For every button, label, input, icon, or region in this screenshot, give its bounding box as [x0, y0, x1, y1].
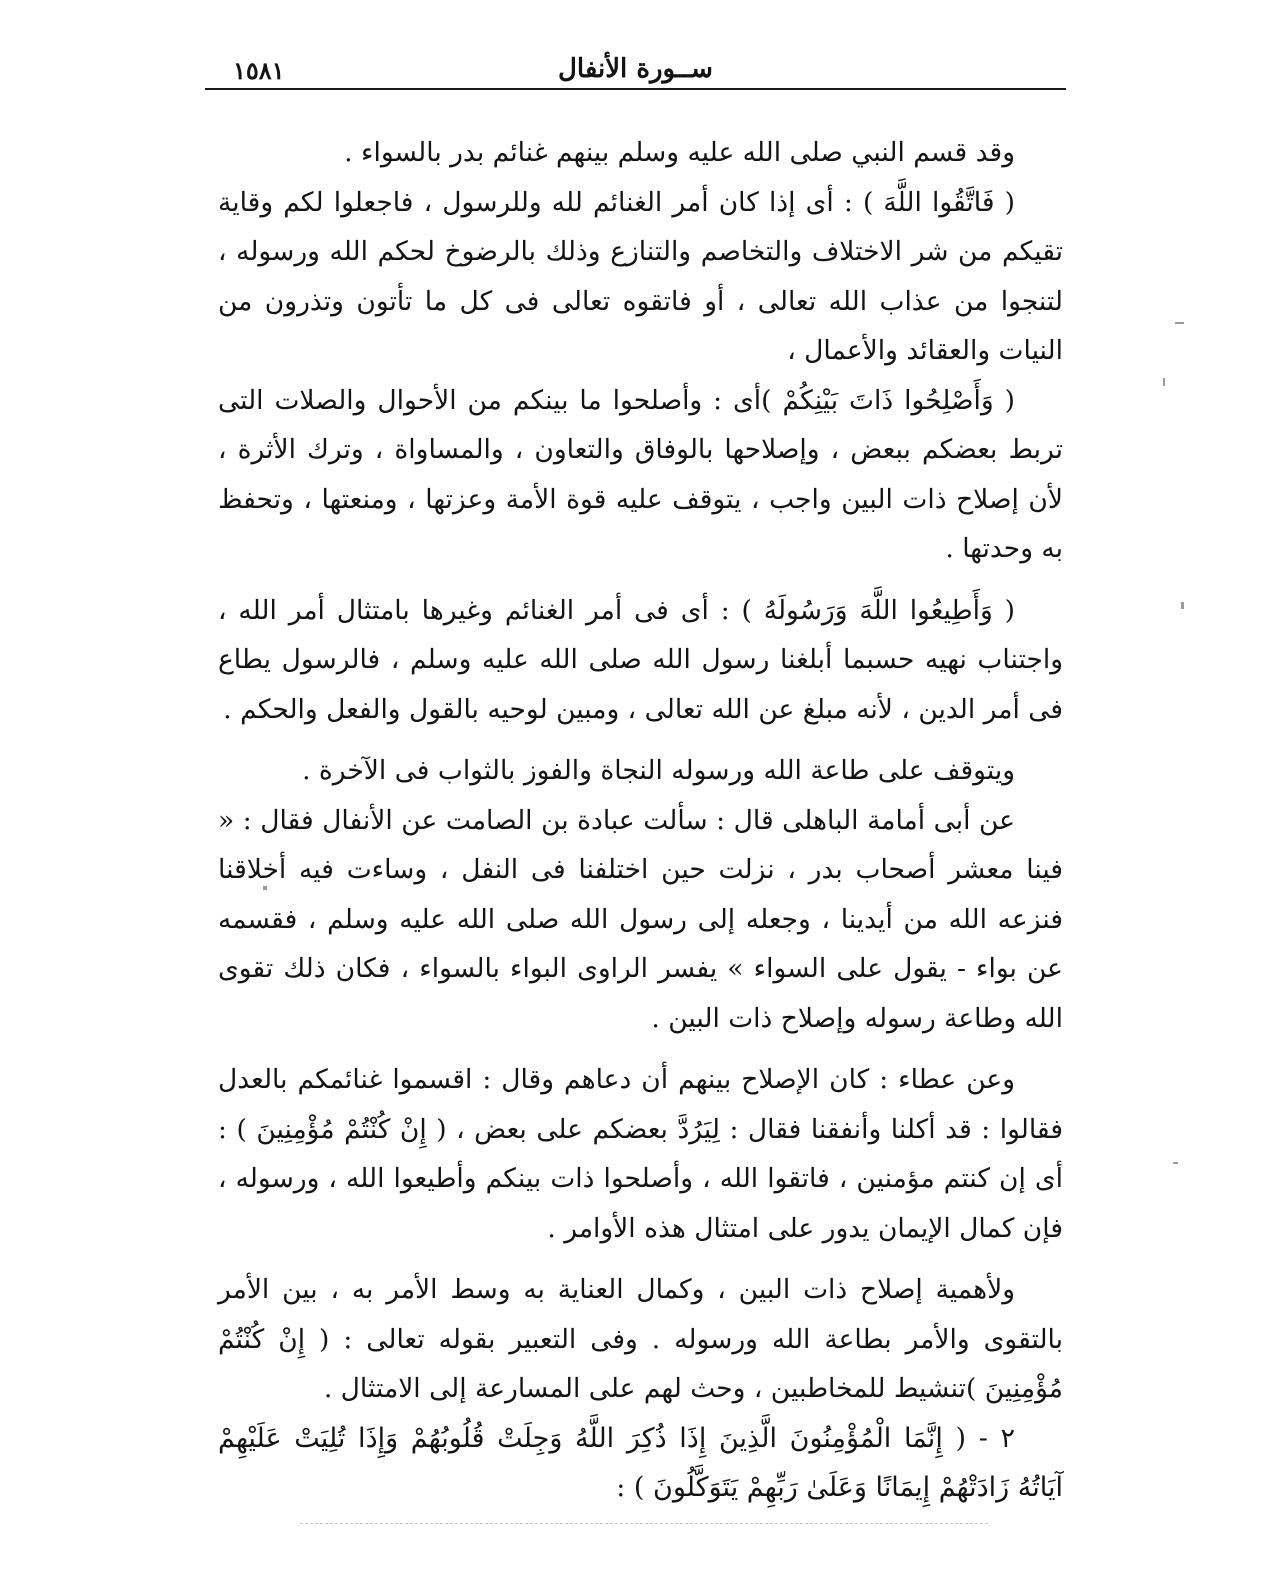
page-bottom-edge — [300, 1523, 988, 1525]
paragraph-1: وقد قسم النبي صلى الله عليه وسلم بينهم غنائم بدر بالسواء . — [344, 137, 1015, 168]
page-number: ١٥٨١ — [233, 56, 285, 85]
scan-mark — [1181, 602, 1184, 609]
paragraph-2: ( فَاتَّقُوا اللَّهَ ) : أى إذا كان أمر الغنائم لله وللرسول ، فاجعلوا لكم وقاية تقيكم من شر الاختلاف والتخاصم والتنازع وذلك بالرضوخ لحكم الله ورسوله ، لتنجوا من عذاب الله تعالى ، أو فاتقوه تعالى فى كل ما تأتون وتذرون من النيات والعقائد والأعمال ، — [218, 186, 1063, 366]
surah-title: ســورة الأنفال — [558, 54, 713, 84]
scan-mark — [1173, 1162, 1178, 1164]
scan-mark — [1175, 322, 1184, 324]
paragraph-4: ( وَأَطِيعُوا اللَّهَ وَرَسُولَهُ ) : أى فى أمر الغنائم وغيرها بامتثال أمر الله ، واجتناب نهيه حسبما أبلغنا رسول الله صلى الله عليه وسلم ، فالرسول يطاع فى أمر الدين ، لأنه مبلغ عن الله تعالى ، ومبين لوحيه بالقول والفعل والحكم . — [218, 594, 1063, 725]
scan-mark — [1163, 378, 1165, 386]
paragraph-8: ولأهمية إصلاح ذات البين ، وكمال العناية به وسط الأمر به ، بين الأمر بالتقوى والأمر بطاعة الله ورسوله . وفى التعبير بقوله تعالى : ( إِنْ كُنْتُمْ مُؤْمِنِينَ )تنشيط للمخاطبين ، وحث لهم على المسارعة إلى الامتثال . — [218, 1274, 1063, 1404]
scan-mark — [263, 886, 267, 890]
running-header — [205, 52, 1066, 90]
body-text — [218, 128, 1063, 1513]
paragraph-6: عن أبى أمامة الباهلى قال : سألت عبادة بن الصامت عن الأنفال فقال : « فينا معشر أصحاب بدر ، نزلت حين اختلفنا فى النفل ، وساءت فيه أخلاقنا فنزعه الله من أيدينا ، وجعله إلى رسول الله صلى الله عليه وسلم ، فقسمه عن بواء - يقول على السواء » يفسر الراوى البواء بالسواء ، فكان ذلك تقوى الله وطاعة رسوله وإصلاح ذات البين . — [218, 804, 1063, 1034]
paragraph-3: ( وَأَصْلِحُوا ذَاتَ بَيْنِكُمْ )أى : وأصلحوا ما بينكم من الأحوال والصلات التى تربط بعضكم ببعض ، وإصلاحها بالوفاق والتعاون ، والمساواة ، وترك الأثرة ، لأن إصلاح ذات البين واجب ، يتوقف عليه قوة الأمة وعزتها ، ومنعتها ، وتحفظ به وحدتها . — [218, 384, 1063, 564]
paragraph-5: ويتوقف على طاعة الله ورسوله النجاة والفوز بالثواب فى الآخرة . — [302, 755, 1015, 786]
verse-2: ٢ - ( إِنَّمَا الْمُؤْمِنُونَ الَّذِينَ إِذَا ذُكِرَ اللَّهُ وَجِلَتْ قُلُوبُهُمْ وَإِذَا تُلِيَتْ عَلَيْهِمْ آيَاتُهُ زَادَتْهُمْ إِيمَانًا وَعَلَىٰ رَبِّهِمْ يَتَوَكَّلُونَ ) : — [218, 1422, 1063, 1503]
paragraph-7: وعن عطاء : كان الإصلاح بينهم أن دعاهم وقال : اقسموا غنائمكم بالعدل فقالوا : قد أكلنا وأنفقنا فقال : لِيَرُدَّ بعضكم على بعض ، ( إِنْ كُنْتُمْ مُؤْمِنِينَ ) : أى إن كنتم مؤمنين ، فاتقوا الله ، وأصلحوا ذات بينكم وأطيعوا الله ، ورسوله ، فإن كمال الإيمان يدور على امتثال هذه الأوامر . — [218, 1064, 1063, 1244]
